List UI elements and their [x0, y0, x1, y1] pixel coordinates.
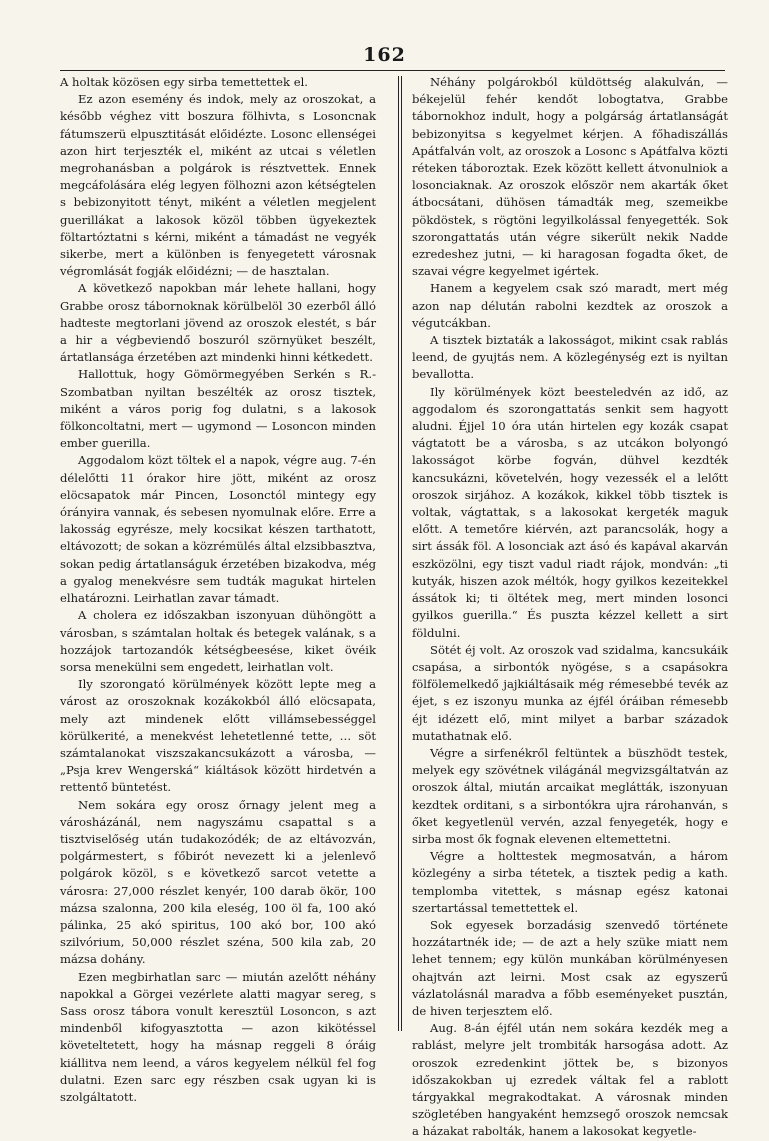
left-column [60, 74, 376, 1106]
paragraph: Ily szorongató körülmények között lepte meg a várost az oroszoknak kozákokból álló elöcsapata, mely azt mindenek előtt villámsebességgel körülkerité, a menekvést lehetetlenné tette, … söt számtalanokat viszszakancsukázott a városba, — „Psja krev Wengerská“ kiáltások között hirdetvén a rettentő büntetést. [60, 677, 376, 795]
text-columns [60, 74, 730, 1139]
paragraph: Hallottuk, hogy Gömörmegyében Serkén s R.-Szombatban nyiltan beszélték az orosz tisztek, miként a város porig fog dulatni, s a lakosok fölkoncoltatni, mert — ugymond — Losoncon minden ember guerilla. [60, 367, 376, 451]
paragraph: Ez azon esemény és indok, mely az oroszokat, a később véghez vitt boszura fölhivta, s Losoncnak fátumszerü elpusztitását előidézte. Losonc ellenségei azon hirt terjeszték el, miként az utcai s véletlen megrohanásban a polgárok is résztvettek. Ennek megcáfolására elég legyen fölhozni azon kétségtelen s bebizonyitott tényt, miként a véletlen megjelent guerillákat a lakosok közöl többen ügyekeztek föltartóztatni s kérni, miként a támadást ne vegyék sikerbe, mert a különben is fenyegetett városnak végromlását fogják előidézni; — de hasztalan. [60, 92, 376, 279]
paragraph: A holtak közösen egy sirba temettettek el. [60, 75, 308, 89]
paragraph: Sok egyesek borzadásig szenvedő története hozzátartnék ide; — de azt a hely szüke miatt nem lehet tennem; egy külön munkában körülményesen ohajtván azt leirni. Most csak az egyszerű vázlatolásnál maradva a főbb eseményeket pusztán, de hiven terjesztem elő. [412, 917, 728, 1018]
column-divider [398, 76, 399, 1031]
right-column [412, 74, 728, 1141]
paragraph: Nem sokára egy orosz őrnagy jelent meg a városházánál, nem nagyszámu csapattal s a tisztviselőség után tudakozódék; de az eltávozván, polgármestert, s főbirót nevezett ki a jelenlevő polgárok közöl, s e következő sarcot vetette a városra: 27,000 részlet kenyér, 100 darab ökör, 100 mázsa szalonna, 200 kila eleség, 100 öl fa, 100 akó pálinka, 25 akó spiritus, 100 akó bor, 100 akó szilvórium, 50,000 részlet széna, 500 kila zab, 20 mázsa dohány. [60, 797, 376, 967]
header-rule [60, 70, 725, 71]
paragraph: A cholera ez időszakban iszonyuan dühöngött a városban, s számtalan holtak és betegek valának, s a hozzájok tartozandók kétségbeesése, kiket övéik sorsa menekülni sem engedett, leirhatlan volt. [60, 608, 376, 674]
paragraph: Sötét éj volt. Az oroszok vad szidalma, kancsukáik csapása, a sirbontók nyögése, s a csapásokra fölfölemelkedő jajkiáltásaik még rémesebbé tevék az éjet, s ez iszonyu munka az éjfél óráiban rémesebb éjt idézett elő, mint milyet a barbar századok mutathatnak elő. [412, 642, 728, 743]
column-divider [401, 76, 402, 1031]
paragraph: Végre a holttestek megmosatván, a három közlegény a sirba tétetek, a tisztek pedig a kath. templomba vitettek, s másnap egész katonai szertartással temettettek el. [412, 849, 728, 915]
paragraph: Végre a sirfenékről feltüntek a büszhödt testek, melyek egy szövétnek világánál megvizsgáltatván az oroszok által, miután arcaikat meglátták, iszonyuan kezdtek orditani, s a sirbontókra ujra rárohanván, s őket kegyetlenül vervén, azzal fenyegeték, hogy e sirba most ők fognak elevenen eltemettetni. [412, 745, 728, 846]
paragraph: Aug. 8-án éjfél után nem sokára kezdék meg a rablást, melyre jelt trombiták harsogása adott. Az oroszok ezredenkint jöttek be, s bizonyos időszakokban uj ezredek váltak fel a rablott tárgyakkal megrakodtakat. A városnak minden szögletében hangyaként hemzsegő oroszok nemcsak a házakat rabolták, hanem a lakosokat kegyetle- [412, 1021, 728, 1139]
paragraph: A következő napokban már lehete hallani, hogy Grabbe orosz tábornoknak körülbelöl 30 ezerből álló hadteste megtorlani jövend az oroszok elestét, s bár a hir a végbeviendő boszuról szörnyüket beszélt, ártatlansága érzetében azt mindenki hinni kétkedett. [60, 281, 376, 365]
paragraph: Aggodalom közt töltek el a napok, végre aug. 7-én délelőtti 11 órakor hire jött, miként az orosz elöcsapatok már Pincen, Losonctól mintegy egy órányira vannak, és sebesen nyomulnak előre. Erre a lakosság egyrésze, mely kocsikat készen tarthatott, eltávozott; de sokan a közrémülés által elzsibbasztva, sokan pedig ártatlanságuk érzetében bizakodva, még a gyalog menekvésre sem tudták magukat hirtelen elhatározni. Leirhatlan zavar támadt. [60, 453, 376, 606]
paragraph: Néhány polgárokból küldöttség alakulván, — békejelül fehér kendőt lobogtatva, Grabbe tábornokhoz indult, hogy a polgárság ártatlanságát bebizonyitsa s kegyelmet kérjen. A főhadiszállás Apátfalván volt, az oroszok a Losonc s Apátfalva közti réteken táboroztak. Ezek között kellett átvonulniok a losonciaknak. Az oroszok először nem akarták őket átbocsátani, dühösen támadták meg, szemeikbe pökdöstek, s rögtöni legyilkolással fenyegették. Sok szorongattatás után végre sikerült nekik Nadde ezredeshez jutni, — ki haragosan fogadta őket, de szavai végre kegyelmet igértek. [412, 75, 728, 279]
paragraph: A tisztek biztaták a lakosságot, mikint csak rablás leend, de gyujtás nem. A közlegénység ezt is nyiltan bevallotta. [412, 333, 728, 382]
paragraph: Ezen megbirhatlan sarc — miután azelőtt néhány napokkal a Görgei vezérlete alatti magyar sereg, s Sass orosz tábora vonult keresztül Losoncon, s azt mindenből kifogyasztotta — azon kikötéssel követeltetett, hogy ha másnap reggeli 8 óráig kiállitva nem leend, a város kegyelem nélkül fel fog dulatni. Ezen sarc egy részben csak ugyan ki is szolgáltatott. [60, 969, 376, 1104]
page-number: 162 [363, 44, 406, 66]
paragraph: Ily körülmények közt beesteledvén az idő, az aggodalom és szorongattatás senkit sem hagyott aludni. Éjjel 10 óra után hirtelen egy kozák csapat vágtatott be a városba, s az utcákon bolyongó lakosságot körbe fogván, dühvel kezdték kancsukázni, követelvén, hogy vezessék el a lelőtt oroszok sirjához. A kozákok, kikkel több tisztek is voltak, vágtattak, s a lakosokat kergeték maguk előtt. A temetőre kiérvén, azt parancsolák, hogy a sirt ássák föl. A losonciak azt ásó és kapával akarván eszközölni, egy tiszt vadul riadt rájok, mondván: „ti kutyák, hiszen azok méltók, hogy gyilkos kezeitekkel ássátok ki; ti öltétek meg, mert minden losonci gyilkos guerilla.“ És puszta kézzel kellett a sirt földulni. [412, 384, 728, 640]
paragraph: Hanem a kegyelem csak szó maradt, mert még azon nap délután rabolni kezdtek az oroszok a végutcákban. [412, 281, 728, 330]
